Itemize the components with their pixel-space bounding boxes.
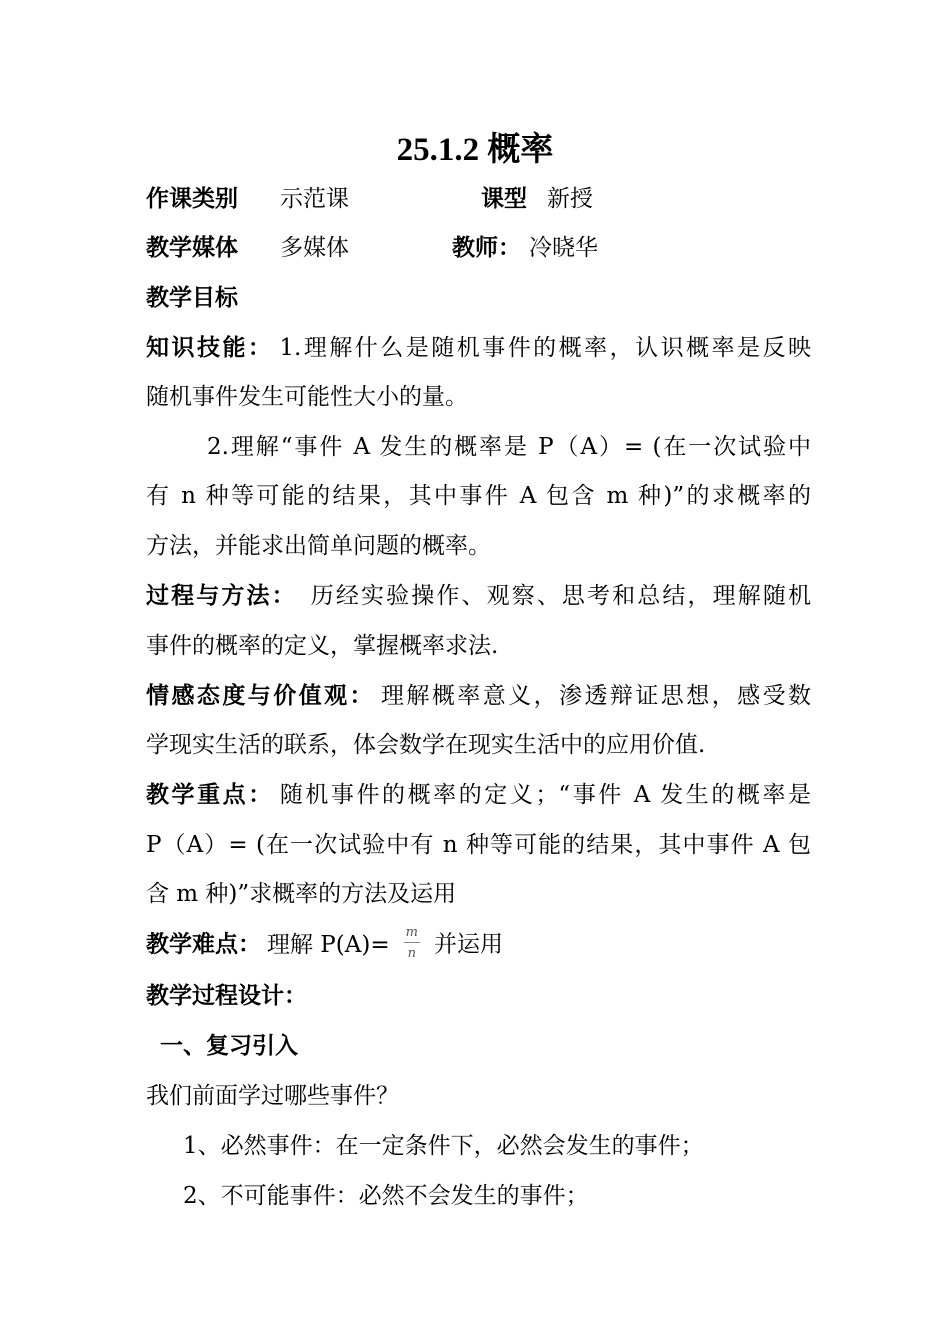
emotion-label: 情感态度与价值观： [146,683,375,709]
key-points-text-line-1: 随机事件的概率的定义；“事件 A 发生的概率是 [279,782,812,808]
media-label: 教学媒体 [146,235,238,261]
teacher-label: 教师： [452,235,521,261]
emotion-text-line-2: 学现实生活的联系，体会数学在现实生活中的应用价值. [146,732,706,758]
knowledge-item-2-line-1: 2.理解“事件 A 发生的概率是 P（A）= (在一次试验中 [207,434,811,460]
difficulties-label: 教学难点： [146,931,261,958]
lesson-type-value: 示范课 [280,186,349,212]
document-title: 25.1.2 概率 [396,132,554,168]
objectives-heading: 教学目标 [146,285,238,311]
key-points-line-1 [146,779,811,811]
knowledge-line-1 [146,332,811,364]
difficulties-prefix: 理解 P(A)= [267,931,390,958]
knowledge-label: 知识技能： [146,335,274,361]
key-points-text-line-2: P（A）= (在一次试验中有 n 种等可能的结果，其中事件 A 包 [146,832,811,858]
fraction-m-over-n [404,926,420,961]
difficulties-suffix: 并运用 [433,931,503,958]
process-text-line-1: 历经实验操作、观察、思考和总结，理解随机 [310,583,812,609]
class-type-label: 课型 [481,186,527,212]
fraction-denominator: n [407,946,416,961]
lesson-type-label: 作课类别 [146,186,238,212]
emotion-line-1 [146,680,811,712]
knowledge-item-2-line-2: 有 n 种等可能的结果，其中事件 A 包含 m 种)”的求概率的 [146,483,811,509]
process-line-1 [146,580,811,612]
process-design-heading: 教学过程设计： [146,983,307,1009]
review-item-2: 2、不可能事件：必然不会发生的事件； [183,1183,589,1209]
section-1-heading: 一、复习引入 [160,1033,298,1059]
key-points-text-line-3: 含 m 种)”求概率的方法及运用 [146,881,457,907]
knowledge-item-1-line-1: 1.理解什么是随机事件的概率，认识概率是反映 [279,335,812,361]
process-text-line-2: 事件的概率的定义，掌握概率求法. [146,633,499,659]
class-type-value: 新授 [547,186,593,212]
knowledge-item-2-line-3: 方法，并能求出简单问题的概率。 [146,533,491,559]
difficulties-line [146,925,811,963]
key-points-label: 教学重点： [146,782,274,808]
emotion-text-line-1: 理解概率意义，渗透辩证思想，感受数 [380,683,812,709]
review-item-1: 1、必然事件：在一定条件下，必然会发生的事件； [183,1133,704,1159]
knowledge-item-1-line-2: 随机事件发生可能性大小的量。 [146,384,468,410]
process-label: 过程与方法： [146,583,297,609]
teacher-value: 冷晓华 [529,235,598,261]
fraction-numerator: m [404,926,420,943]
review-question: 我们前面学过哪些事件？ [146,1083,399,1109]
media-value: 多媒体 [280,235,349,261]
